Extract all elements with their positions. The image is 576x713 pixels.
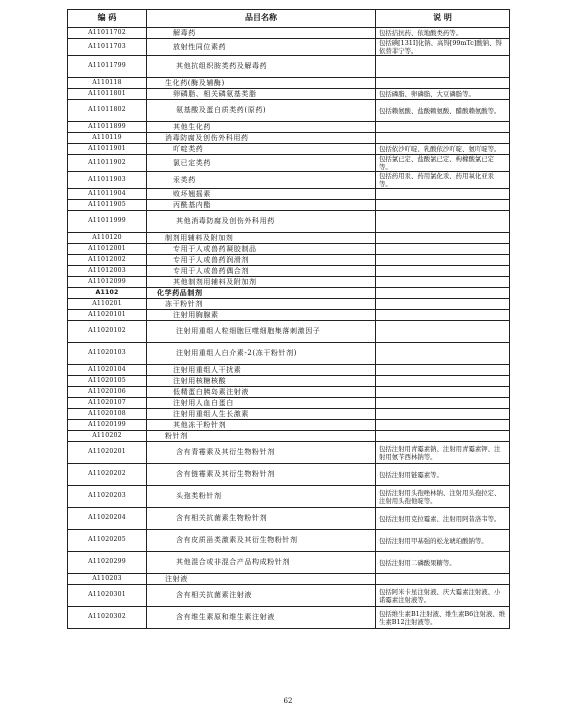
row-desc: 包括维生素B1注射液、维生素B6注射液、维生素B12注射液等。	[376, 607, 510, 629]
table-row	[68, 89, 510, 100]
table-row	[68, 266, 510, 277]
row-name: 含有相关抗菌素生物粉针剂	[147, 508, 376, 530]
row-code: A11020202	[68, 464, 147, 486]
row-name: 氯已定类药	[147, 155, 376, 172]
table-row	[68, 508, 510, 530]
row-code: A1102	[68, 288, 147, 299]
row-desc	[376, 299, 510, 310]
row-code: A110203	[68, 574, 147, 585]
row-name: 含有青霉素及其衍生物粉针剂	[147, 442, 376, 464]
row-name: 专用于人或兽药润滑剂	[147, 255, 376, 266]
table-row	[68, 233, 510, 244]
table-row	[68, 486, 510, 508]
row-code: A11011901	[68, 144, 147, 155]
row-name: 消毒防腐及创伤外科用药	[147, 133, 376, 144]
row-desc: 包括碘[131I]化钠、高锝[99mTc]酸钠、锝依替菲宁等。	[376, 39, 510, 56]
row-code: A11011899	[68, 122, 147, 133]
table-row	[68, 310, 510, 321]
table-row	[68, 28, 510, 39]
row-desc	[376, 409, 510, 420]
row-code: A11011802	[68, 100, 147, 122]
table-row	[68, 409, 510, 420]
row-desc: 包括注射用青霉素钠、注射用青霉素钾、注射用氨苄西林钠等。	[376, 442, 510, 464]
table-row	[68, 244, 510, 255]
row-name: 败坏翘摇素	[147, 189, 376, 200]
row-desc	[376, 310, 510, 321]
table-row	[68, 431, 510, 442]
table-row	[68, 39, 510, 56]
row-code: A11020104	[68, 365, 147, 376]
row-desc	[376, 420, 510, 431]
row-desc	[376, 133, 510, 144]
row-name: 制剂用辅料及附加剂	[147, 233, 376, 244]
row-desc	[376, 200, 510, 211]
row-code: A11020299	[68, 552, 147, 574]
row-code: A110118	[68, 78, 147, 89]
row-desc: 包括注射用头孢唑林钠、注射用头孢拉定、注射用头孢他啶等。	[376, 486, 510, 508]
table-row	[68, 321, 510, 343]
row-name: 注射用胸腺素	[147, 310, 376, 321]
row-code: A110120	[68, 233, 147, 244]
table-row	[68, 56, 510, 78]
row-code: A11020102	[68, 321, 147, 343]
row-desc	[376, 365, 510, 376]
row-code: A11020204	[68, 508, 147, 530]
row-code: A11020205	[68, 530, 147, 552]
table-row	[68, 398, 510, 409]
row-name: 粉针剂	[147, 431, 376, 442]
table-row	[68, 530, 510, 552]
row-code: A110202	[68, 431, 147, 442]
row-desc	[376, 288, 510, 299]
row-name: 放射性同位素药	[147, 39, 376, 56]
row-name: 氨基酸及蛋白质类药(原药)	[147, 100, 376, 122]
row-name: 冻干粉针剂	[147, 299, 376, 310]
row-name: 头孢类粉针剂	[147, 486, 376, 508]
row-desc: 包括注射用甲基强的松龙琥珀酸钠等。	[376, 530, 510, 552]
row-code: A11020301	[68, 585, 147, 607]
page-number: 62	[283, 697, 293, 705]
table-header-row	[68, 10, 510, 28]
table-row	[68, 211, 510, 233]
row-desc: 包括拮抗药、依地酸类药等。	[376, 28, 510, 39]
row-code: A11011801	[68, 89, 147, 100]
table-row	[68, 172, 510, 189]
row-desc: 包括注射用链霉素等。	[376, 464, 510, 486]
table-row	[68, 574, 510, 585]
row-desc: 包括注射用二磷酸果糖等。	[376, 552, 510, 574]
row-name: 汞类药	[147, 172, 376, 189]
table-row	[68, 100, 510, 122]
row-code: A11020203	[68, 486, 147, 508]
row-name: 注射用重组人生长激素	[147, 409, 376, 420]
row-name: 注射用重组人粒细胞巨噬细胞集落刺激因子	[147, 321, 376, 343]
table-row	[68, 552, 510, 574]
row-code: A11011902	[68, 155, 147, 172]
row-code: A11020106	[68, 387, 147, 398]
row-code: A11011904	[68, 189, 147, 200]
table-row	[68, 255, 510, 266]
table-row	[68, 288, 510, 299]
row-name: 解毒药	[147, 28, 376, 39]
row-desc	[376, 321, 510, 343]
row-code: A11012002	[68, 255, 147, 266]
catalog-table	[67, 9, 510, 629]
row-code: A11011702	[68, 28, 147, 39]
row-desc: 包括阿米卡星注射液、庆大霉素注射液、小诺霉素注射液等。	[376, 585, 510, 607]
table-row	[68, 387, 510, 398]
row-name: 卵磷脂、相关磷氨基类脂	[147, 89, 376, 100]
row-code: A11020101	[68, 310, 147, 321]
table-row	[68, 442, 510, 464]
table-row	[68, 133, 510, 144]
row-name: 注射用重组人白介素-2(冻干粉针剂)	[147, 343, 376, 365]
row-desc	[376, 398, 510, 409]
header-name: 品目名称	[147, 10, 376, 28]
row-desc	[376, 266, 510, 277]
row-desc: 包括药用汞、药用氯化汞、药用氧化亚汞等。	[376, 172, 510, 189]
row-code: A11012001	[68, 244, 147, 255]
row-name: 丙酰基内酯	[147, 200, 376, 211]
table-body	[68, 28, 510, 629]
table-row	[68, 155, 510, 172]
table-row	[68, 464, 510, 486]
row-name: 含有相关抗菌素注射液	[147, 585, 376, 607]
row-name: 低精蛋白胰岛素注射液	[147, 387, 376, 398]
row-desc	[376, 574, 510, 585]
row-code: A11012003	[68, 266, 147, 277]
row-name: 其他消毒防腐及创伤外科用药	[147, 211, 376, 233]
row-name: 专用于人或兽药凝胶制品	[147, 244, 376, 255]
header-code: 编 码	[68, 10, 147, 28]
row-desc: 包括氯已定、盐酸氯已定、枸橼酸氯已定等。	[376, 155, 510, 172]
row-code: A11020107	[68, 398, 147, 409]
table-row	[68, 122, 510, 133]
row-code: A11020103	[68, 343, 147, 365]
row-name: 其他生化药	[147, 122, 376, 133]
row-desc	[376, 78, 510, 89]
table-row	[68, 78, 510, 89]
row-code: A11011903	[68, 172, 147, 189]
row-desc: 包括注射用克拉霉素、注射用阿昔洛韦等。	[376, 508, 510, 530]
row-name: 专用于人或兽药偶合剂	[147, 266, 376, 277]
row-name: 其他冻干粉针剂	[147, 420, 376, 431]
row-name: 含有皮质甾类激素及其衍生物粉针剂	[147, 530, 376, 552]
row-desc	[376, 56, 510, 78]
row-code: A11020105	[68, 376, 147, 387]
row-name: 注射液	[147, 574, 376, 585]
row-name: 生化药(酶及辅酶)	[147, 78, 376, 89]
table-row	[68, 343, 510, 365]
row-code: A110119	[68, 133, 147, 144]
row-code: A11020302	[68, 607, 147, 629]
table-row	[68, 376, 510, 387]
row-name: 含有维生素原和维生素注射液	[147, 607, 376, 629]
row-desc: 包括磷脂、卵磷脂、大豆磷脂等。	[376, 89, 510, 100]
header-desc: 说 明	[376, 10, 510, 28]
row-code: A11011703	[68, 39, 147, 56]
row-desc	[376, 122, 510, 133]
row-code: A11011799	[68, 56, 147, 78]
row-name: 含有链霉素及其衍生物粉针剂	[147, 464, 376, 486]
row-name: 注射用人血白蛋白	[147, 398, 376, 409]
row-desc	[376, 189, 510, 200]
table-row	[68, 299, 510, 310]
table-row	[68, 200, 510, 211]
row-desc	[376, 376, 510, 387]
row-code: A11011999	[68, 211, 147, 233]
row-name: 其他抗组织胺类药及解毒药	[147, 56, 376, 78]
table-row	[68, 420, 510, 431]
row-code: A11020108	[68, 409, 147, 420]
row-name: 其他制剂用辅料及附加剂	[147, 277, 376, 288]
row-name: 化学药品制剂	[147, 288, 376, 299]
table-row	[68, 365, 510, 376]
row-code: A110201	[68, 299, 147, 310]
row-desc: 包括赖氨酸、盐酸赖氨酸、醋酸赖氨酸等。	[376, 100, 510, 122]
row-desc	[376, 244, 510, 255]
table-row	[68, 607, 510, 629]
row-code: A11020201	[68, 442, 147, 464]
table-row	[68, 144, 510, 155]
row-name: 吖啶类药	[147, 144, 376, 155]
row-code: A11020199	[68, 420, 147, 431]
row-desc	[376, 431, 510, 442]
table-row	[68, 277, 510, 288]
row-desc	[376, 387, 510, 398]
table-row	[68, 189, 510, 200]
row-desc	[376, 233, 510, 244]
row-desc	[376, 211, 510, 233]
row-code: A11011905	[68, 200, 147, 211]
row-desc	[376, 277, 510, 288]
row-desc	[376, 255, 510, 266]
row-name: 其他混合或非混合产品构成粉针剂	[147, 552, 376, 574]
table-row	[68, 585, 510, 607]
row-desc	[376, 343, 510, 365]
row-code: A11012099	[68, 277, 147, 288]
row-name: 注射用核糖核酸	[147, 376, 376, 387]
row-name: 注射用重组人干扰素	[147, 365, 376, 376]
row-desc: 包括依沙吖啶、乳酸依沙吖啶、氨吖啶等。	[376, 144, 510, 155]
